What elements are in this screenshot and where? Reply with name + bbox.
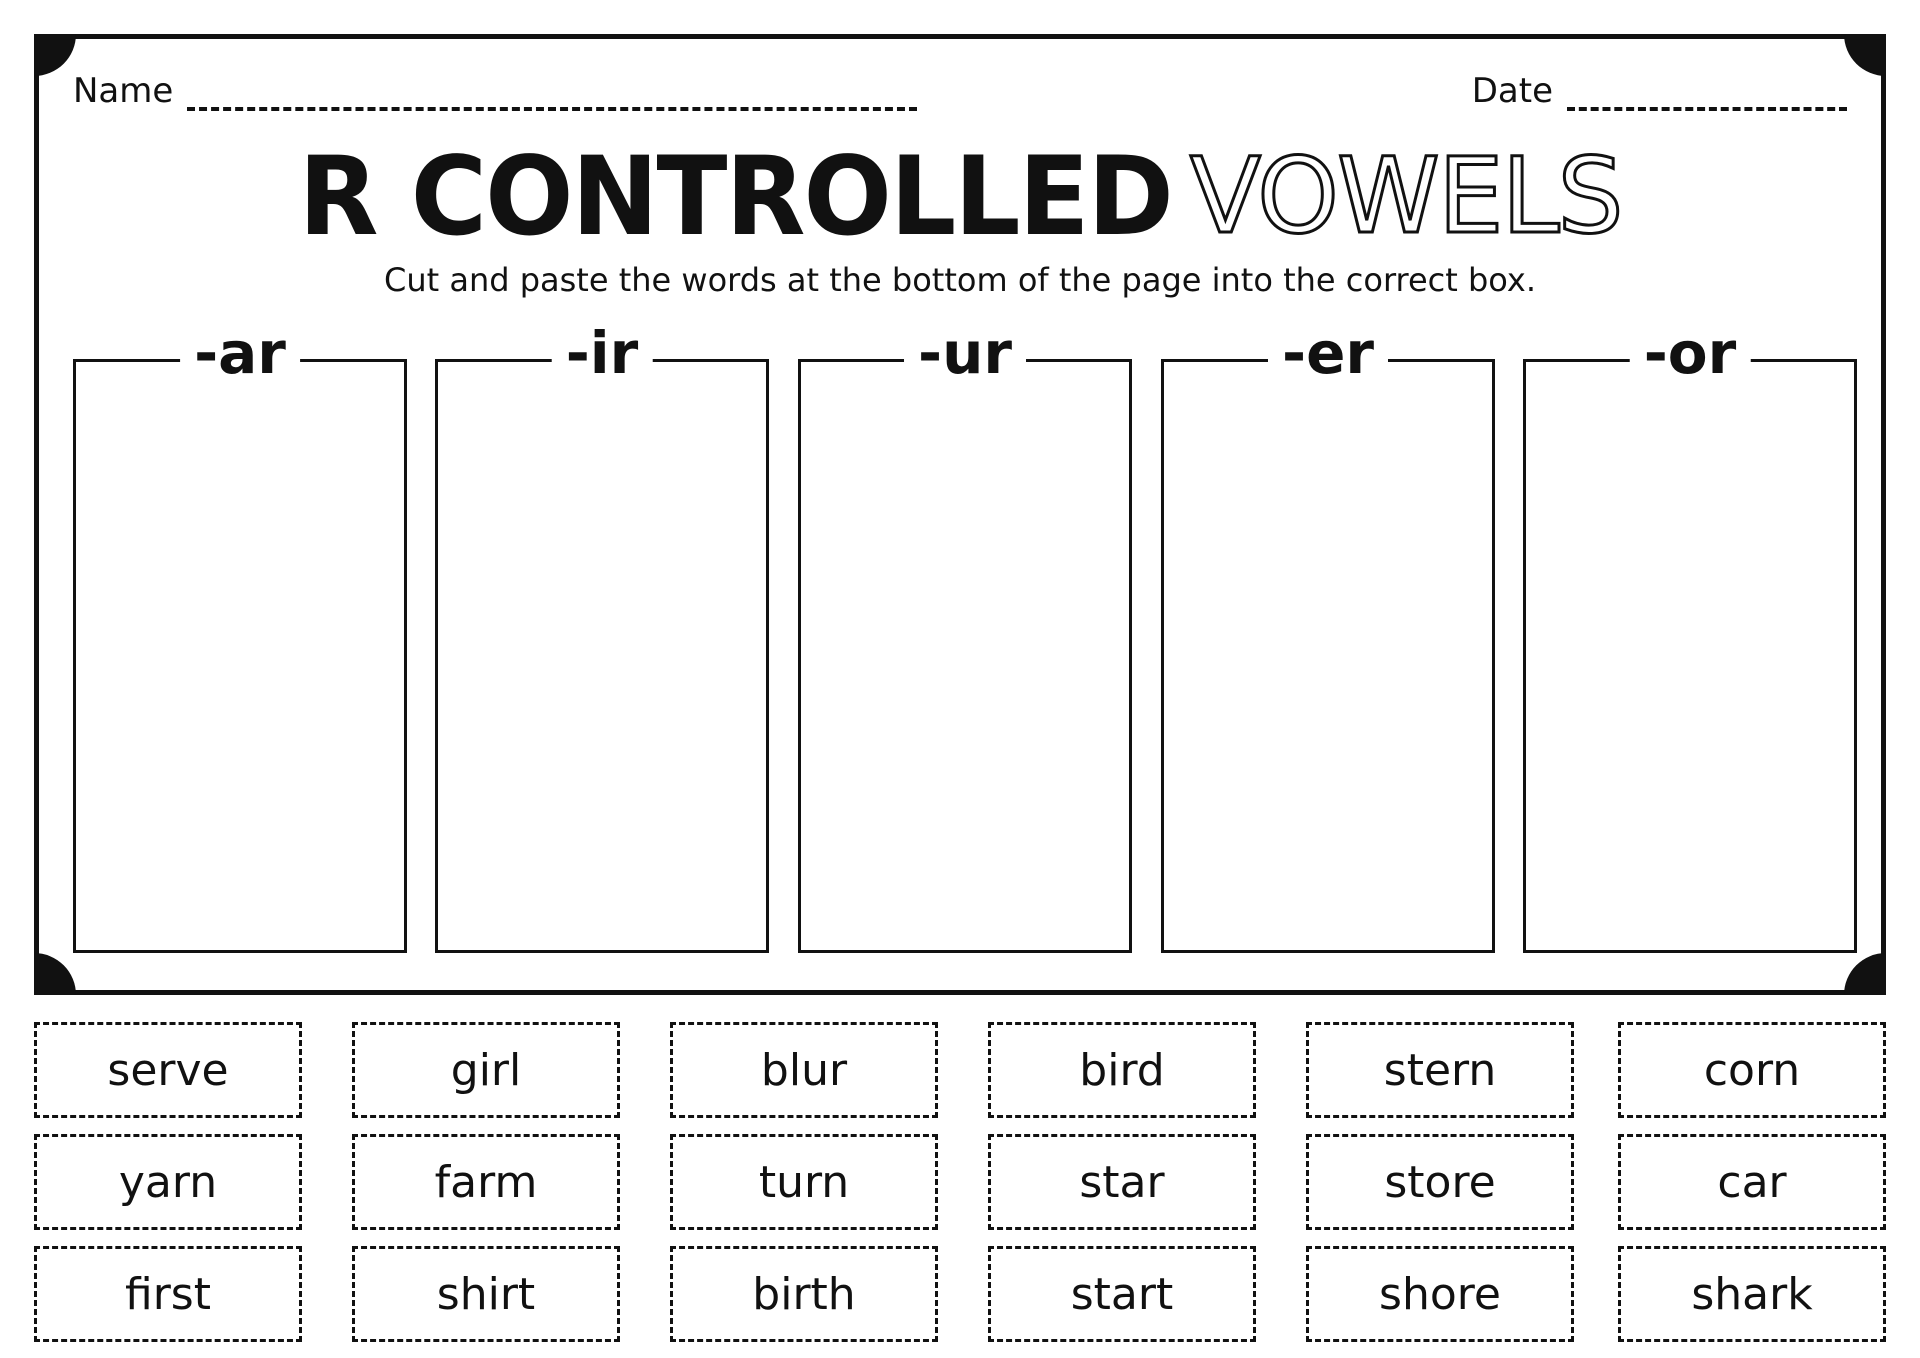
title-solid-text: R CONTROLLED <box>298 131 1172 261</box>
date-field[interactable] <box>1472 71 1847 111</box>
word-card[interactable]: store <box>1306 1134 1574 1230</box>
sort-box-or[interactable] <box>1523 319 1857 953</box>
word-card[interactable]: shark <box>1618 1246 1886 1342</box>
name-blank-line[interactable] <box>187 83 917 111</box>
word-card[interactable]: birth <box>670 1246 938 1342</box>
word-card[interactable]: first <box>34 1246 302 1342</box>
page-title <box>39 131 1881 261</box>
corner-decoration <box>34 34 76 76</box>
word-card[interactable]: serve <box>34 1022 302 1118</box>
word-card[interactable]: star <box>988 1134 1256 1230</box>
word-card[interactable]: car <box>1618 1134 1886 1230</box>
name-field[interactable] <box>73 71 917 111</box>
word-card[interactable]: girl <box>352 1022 620 1118</box>
word-card[interactable]: turn <box>670 1134 938 1230</box>
sort-box-label: -er <box>1268 324 1388 382</box>
worksheet-frame <box>34 34 1886 995</box>
word-card[interactable]: yarn <box>34 1134 302 1230</box>
word-card[interactable]: shore <box>1306 1246 1574 1342</box>
sort-box-label: -ir <box>552 324 653 382</box>
corner-decoration <box>34 953 76 995</box>
word-card[interactable]: stern <box>1306 1022 1574 1118</box>
title-outline-text: VOWELS <box>1189 135 1622 257</box>
instructions-text: Cut and paste the words at the bottom of the page into the correct box. <box>383 261 1536 299</box>
word-card[interactable]: corn <box>1618 1022 1886 1118</box>
sort-box-ur[interactable] <box>798 319 1132 953</box>
corner-decoration <box>1844 34 1886 76</box>
date-label: Date <box>1471 71 1553 111</box>
sort-box-label: -ur <box>904 324 1026 382</box>
word-card[interactable]: start <box>988 1246 1256 1342</box>
word-card[interactable]: shirt <box>352 1246 620 1342</box>
corner-decoration <box>1844 953 1886 995</box>
word-card[interactable]: bird <box>988 1022 1256 1118</box>
name-label: Name <box>73 71 174 111</box>
word-cards-grid <box>34 1022 1886 1348</box>
sort-box-er[interactable] <box>1161 319 1495 953</box>
word-card[interactable]: farm <box>352 1134 620 1230</box>
sort-box-ar[interactable] <box>73 319 407 953</box>
sort-box-label: -or <box>1630 324 1751 382</box>
word-card[interactable]: blur <box>670 1022 938 1118</box>
sort-box-label: -ar <box>180 324 300 382</box>
date-blank-line[interactable] <box>1567 83 1847 111</box>
sort-box-ir[interactable] <box>435 319 769 953</box>
sort-boxes-row <box>73 319 1857 959</box>
